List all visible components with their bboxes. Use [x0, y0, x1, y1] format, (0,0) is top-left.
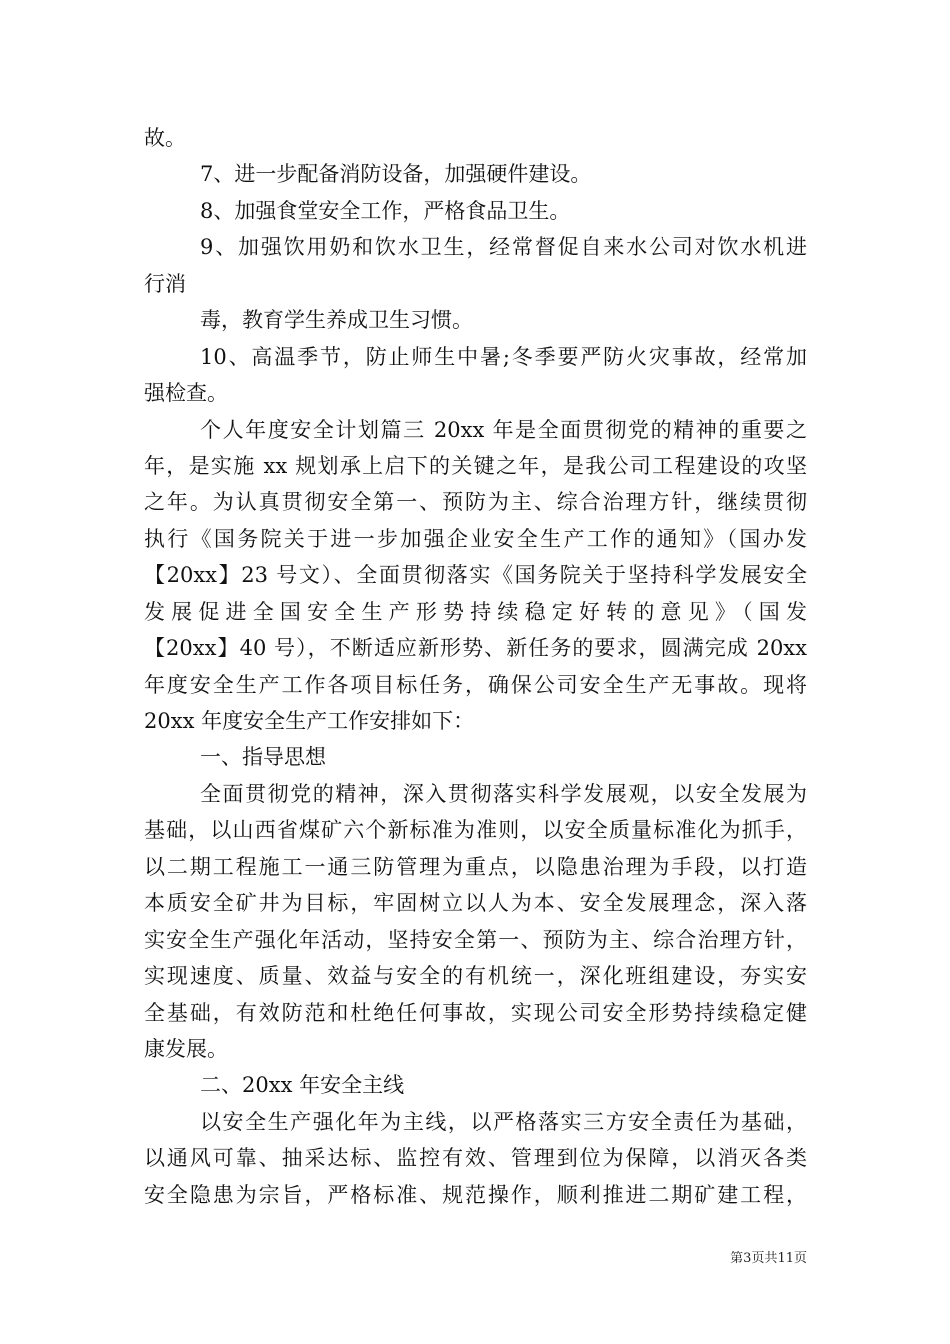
list-item-8: 8、加强食堂安全工作，严格食品卫生。	[200, 198, 571, 223]
list-item-9: 9、加强饮用奶和饮水卫生，经常督促自来水公司对饮水机进	[200, 235, 807, 260]
text-line: 实安全生产强化年活动，坚持安全第一、预防为主、综合治理方针，	[144, 927, 807, 952]
text-line: 以二期工程施工一通三防管理为重点，以隐患治理为手段，以打造	[144, 854, 807, 879]
text-line: 以安全生产强化年为主线，以严格落实三方安全责任为基础，	[200, 1109, 807, 1134]
text-line: 全基础，有效防范和杜绝任何事故，实现公司安全形势持续稳定健	[144, 1000, 807, 1025]
text-line: 毒，教育学生养成卫生习惯。	[200, 308, 473, 333]
document-body	[144, 120, 807, 1213]
list-item-10: 10、高温季节，防止师生中暑;冬季要严防火灾事故，经常加	[200, 344, 807, 369]
text-line: 实现速度、质量、效益与安全的有机统一，深化班组建设，夯实安	[144, 964, 807, 989]
text-line: 以通风可靠、抽采达标、监控有效、管理到位为保障，以消灭各类	[144, 1146, 807, 1171]
text-line: 之年。为认真贯彻安全第一、预防为主、综合治理方针，继续贯彻	[144, 490, 807, 515]
text-line: 故。	[144, 126, 186, 150]
text-line: 发展促进全国安全生产形势持续稳定好转的意见》（国发	[144, 599, 807, 624]
text-line: 【20xx】40 号），不断适应新形势、新任务的要求，圆满完成 20xx	[144, 636, 807, 661]
text-line: 年，是实施 xx 规划承上启下的关键之年，是我公司工程建设的攻坚	[144, 453, 807, 478]
text-line: 基础，以山西省煤矿六个新标准为准则，以安全质量标准化为抓手，	[144, 818, 807, 843]
text-line: 全面贯彻党的精神，深入贯彻落实科学发展观，以安全发展为	[200, 781, 807, 806]
heading-guiding-thought: 一、指导思想	[200, 745, 326, 770]
text-line: 康发展。	[144, 1036, 228, 1061]
text-line: 【20xx】23 号文）、全面贯彻落实《国务院关于坚持科学发展安全	[144, 563, 807, 588]
heading-safety-mainline: 二、20xx 年安全主线	[200, 1073, 405, 1098]
text-line: 行消	[144, 271, 186, 296]
text-line: 20xx 年度安全生产工作安排如下：	[144, 709, 475, 733]
text-line: 安全隐患为宗旨，严格标准、规范操作，顺利推进二期矿建工程，	[144, 1182, 807, 1207]
list-item-7: 7、进一步配备消防设备，加强硬件建设。	[200, 162, 592, 187]
page-number: 第3页共11页	[730, 1251, 807, 1266]
section-intro: 个人年度安全计划篇三 20xx 年是全面贯彻党的精神的重要之	[200, 417, 807, 442]
text-line: 年度安全生产工作各项目标任务，确保公司安全生产无事故。现将	[144, 672, 807, 697]
text-line: 本质安全矿井为目标，牢固树立以人为本、安全发展理念，深入落	[144, 891, 807, 916]
text-line: 执行《国务院关于进一步加强企业安全生产工作的通知》（国办发	[144, 526, 807, 551]
text-line: 强检查。	[144, 381, 228, 406]
